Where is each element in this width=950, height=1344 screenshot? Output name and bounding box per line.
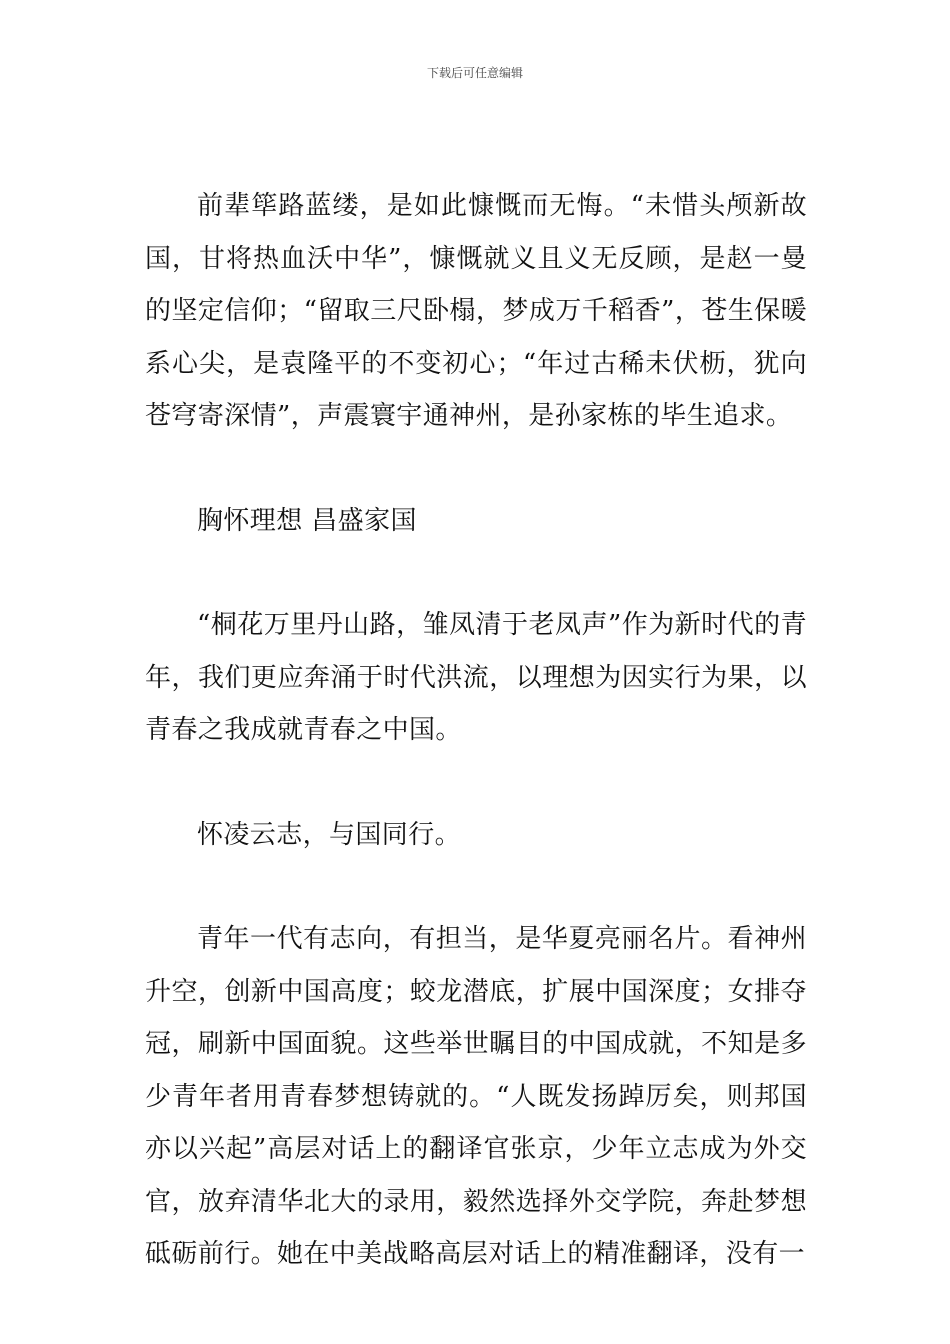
paragraph-gap — [145, 547, 807, 599]
paragraph-youth-ideals: “桐花万里丹山路，雏凤清于老凤声”作为新时代的青年，我们更应奔涌于时代洪流，以理想为因实行为果，以青春之我成就青春之中国。 — [145, 610, 807, 745]
paragraph-predecessors: 前辈筚路蓝缕，是如此慷慨而无悔。“未惜头颅新故国，甘将热血沃中华”，慷慨就义且义无反顾，是赵一曼的坚定信仰；“留取三尺卧榻，梦成万千稻香”，苍生保暖系心尖，是袁隆平的不变初心；“年过古稀未伏枥，犹向苍穹寄深情”，声震寰宇通神州，是孙家栋的毕生追求。 — [145, 191, 807, 431]
document-body — [145, 180, 807, 1281]
paragraph-gap — [145, 757, 807, 809]
page-header-note: 下载后可任意编辑 — [426, 66, 523, 80]
paragraph-youth-generation: 青年一代有志向，有担当，是华夏亮丽名片。看神州升空，创新中国高度；蛟龙潜底，扩展中国深度；女排夺冠，刷新中国面貌。这些举世瞩目的中国成就，不知是多少青年者用青春梦想铸就的。“人既发扬踔厉矣，则邦国亦以兴起”高层对话上的翻译官张京，少年立志成为外交官，放弃清华北大的录用，毅然选择外交学院，奔赴梦想砥砺前行。她在中美战略高层对话上的精准翻译，没有一 — [145, 924, 807, 1269]
paragraph-gap — [145, 861, 807, 913]
section-heading: 胸怀理想 昌盛家国 — [197, 505, 417, 536]
paragraph-gap — [145, 443, 807, 495]
sub-heading: 怀凌云志，与国同行。 — [197, 819, 462, 850]
